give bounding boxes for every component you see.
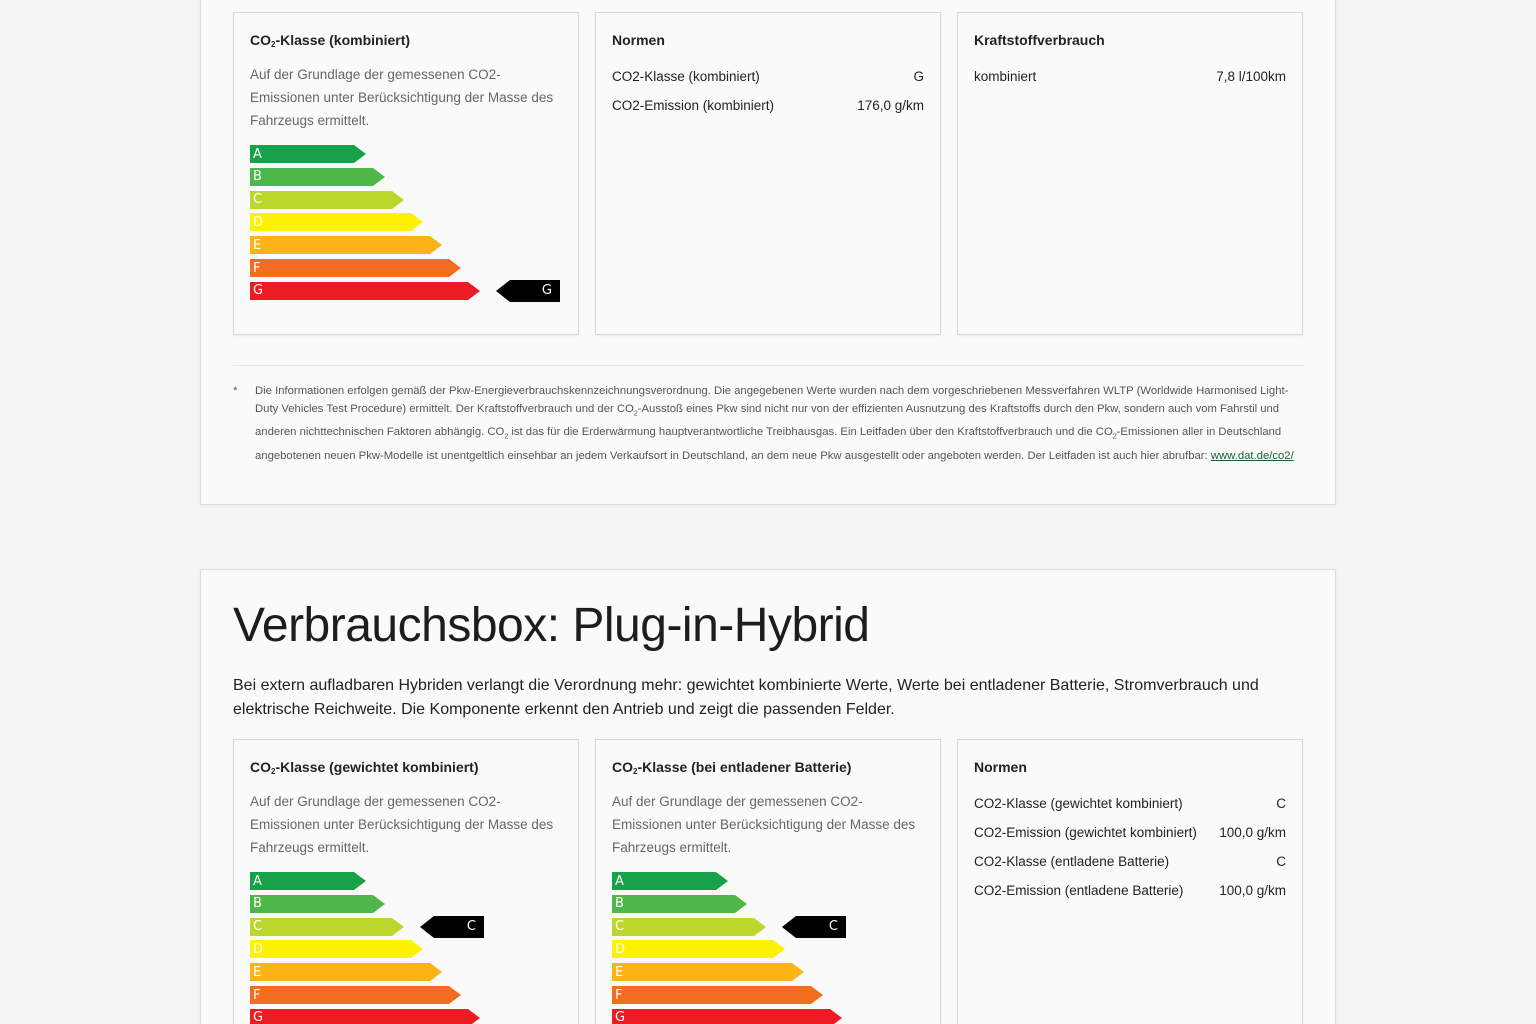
row-label: CO2-Klasse (kombiniert) bbox=[612, 69, 760, 84]
efficiency-class-label: C bbox=[250, 918, 392, 936]
co2-efficiency-scale bbox=[250, 872, 570, 1024]
consumption-box-section bbox=[200, 0, 1336, 505]
co2-class-discharged-card bbox=[595, 739, 941, 1024]
row-value: C bbox=[1276, 854, 1286, 869]
efficiency-class-bar-d bbox=[250, 213, 423, 231]
efficiency-class-bar-a bbox=[612, 872, 728, 890]
efficiency-class-label: F bbox=[250, 986, 449, 1004]
row-value: 100,0 g/km bbox=[1219, 825, 1286, 840]
efficiency-class-bar-a bbox=[250, 145, 366, 163]
card-description: Auf der Grundlage der gemessenen CO2-Emissionen unter Berücksichtigung der Masse des Fahrzeugs ermittelt. bbox=[612, 794, 916, 855]
efficiency-class-bar-d bbox=[612, 940, 785, 958]
row-value: 176,0 g/km bbox=[857, 98, 924, 113]
card-title: $CO_2$-Klasse (bei entladener Batterie) bbox=[612, 759, 852, 776]
efficiency-class-bar-g bbox=[250, 282, 480, 300]
card-description: Auf der Grundlage der gemessenen CO2-Emissionen unter Berücksichtigung der Masse des Fahrzeugs ermittelt. bbox=[250, 794, 554, 855]
efficiency-class-bar-f bbox=[612, 986, 823, 1004]
efficiency-class-bar-g bbox=[612, 1009, 842, 1024]
row-value: G bbox=[913, 69, 924, 84]
active-class-marker: C bbox=[782, 916, 846, 938]
section-lead: Bei extern aufladbaren Hybriden verlangt die Verordnung mehr: gewichtet kombinierte Werte, Werte bei entladener Batterie, Stromverbrauch und elektrische Reichweite. Die Komponente erkennt den Antrieb und zeigt die passenden Felder. bbox=[233, 677, 1259, 718]
card-title: Kraftstoffverbrauch bbox=[974, 32, 1105, 48]
efficiency-class-label: F bbox=[250, 259, 449, 277]
efficiency-class-label: G bbox=[612, 1009, 830, 1024]
row-value: 100,0 g/km bbox=[1219, 883, 1286, 898]
row-label: kombiniert bbox=[974, 69, 1037, 84]
row-value: 7,8 l/100km bbox=[1216, 69, 1286, 84]
standards-card bbox=[595, 12, 941, 335]
card-title: $CO_2$-Klasse (gewichtet kombiniert) bbox=[250, 759, 479, 776]
card-title: $CO_2$-Klasse (kombiniert) bbox=[250, 32, 411, 49]
efficiency-class-bar-f bbox=[250, 986, 461, 1004]
divider bbox=[233, 365, 1305, 366]
co2-class-card bbox=[233, 12, 579, 335]
efficiency-class-bar-a bbox=[250, 872, 366, 890]
row-label: CO2-Klasse (gewichtet kombiniert) bbox=[974, 796, 1183, 811]
efficiency-class-bar-c bbox=[250, 191, 404, 209]
efficiency-class-label: E bbox=[250, 963, 430, 981]
efficiency-class-label: A bbox=[250, 145, 354, 163]
efficiency-class-label: G bbox=[250, 1009, 468, 1024]
footnote-text: Die Informationen erfolgen gemäß der Pkw-Energieverbrauchskennzeichnungsverordnung. Die angegebenen Werte wurden nach dem vorgeschriebenen Messverfahren WLTP (Worldwide Harmonised Light-Duty Vehicles Test Procedure) ermittelt. Der Kraftstoffverbrauch und der $CO_2$-Ausstoß eines Pkw sind nicht nur von der effizienten Ausnutzung des Kraftstoffs durch den Pkw, sondern auch vom Fahrstil und anderen nichttechnischen Faktoren abhängig. $CO_2$ ist das für die Erderwärmung hauptverantwortliche Treibhausgas. Ein Leitfaden über den Kraftstoffverbrauch und die $CO_2$-Emissionen aller in Deutschland angebotenen neuen Pkw-Modelle ist unentgeltlich einsehbar an jedem Verkaufsort in Deutschland, an dem neue Pkw ausgestellt oder angeboten werden. Der Leitfaden ist auch hier abrufbar: www.dat.de/co2/ bbox=[255, 385, 1294, 462]
active-class-marker: C bbox=[420, 916, 484, 938]
standards-row bbox=[612, 98, 924, 113]
efficiency-class-bar-b bbox=[612, 895, 747, 913]
standards-card bbox=[957, 739, 1303, 1024]
efficiency-class-label: F bbox=[612, 986, 811, 1004]
guide-link[interactable]: www.dat.de/co2/ bbox=[1210, 449, 1294, 462]
fuel-row bbox=[974, 69, 1286, 84]
efficiency-class-label: B bbox=[250, 895, 373, 913]
row-label: CO2-Emission (entladene Batterie) bbox=[974, 883, 1184, 898]
card-title: Normen bbox=[974, 759, 1027, 775]
efficiency-class-label: E bbox=[250, 236, 430, 254]
card-description: Auf der Grundlage der gemessenen CO2-Emissionen unter Berücksichtigung der Masse des Fahrzeugs ermittelt. bbox=[250, 67, 554, 128]
efficiency-class-bar-b bbox=[250, 168, 385, 186]
row-value: C bbox=[1276, 796, 1286, 811]
efficiency-class-label: C bbox=[250, 191, 392, 209]
efficiency-class-bar-e bbox=[250, 236, 442, 254]
co2-efficiency-scale bbox=[612, 872, 932, 1024]
efficiency-class-bar-e bbox=[612, 963, 804, 981]
standards-row bbox=[974, 854, 1286, 869]
efficiency-class-bar-f bbox=[250, 259, 461, 277]
fuel-consumption-card bbox=[957, 12, 1303, 335]
standards-row bbox=[974, 883, 1286, 898]
section-heading: Verbrauchsbox: Plug-in-Hybrid bbox=[233, 599, 870, 652]
efficiency-class-bar-c bbox=[612, 918, 766, 936]
efficiency-class-label: D bbox=[250, 940, 411, 958]
efficiency-class-label: B bbox=[250, 168, 373, 186]
efficiency-class-bar-c bbox=[250, 918, 404, 936]
efficiency-class-bar-d bbox=[250, 940, 423, 958]
standards-row bbox=[974, 825, 1286, 840]
efficiency-class-label: C bbox=[612, 918, 754, 936]
active-class-marker: G bbox=[496, 280, 560, 302]
row-label: CO2-Emission (kombiniert) bbox=[612, 98, 775, 113]
row-label: CO2-Klasse (entladene Batterie) bbox=[974, 854, 1170, 869]
plugin-hybrid-section bbox=[200, 569, 1336, 1024]
efficiency-class-bar-g bbox=[250, 1009, 480, 1024]
efficiency-class-label: E bbox=[612, 963, 792, 981]
efficiency-class-label: A bbox=[612, 872, 716, 890]
standards-row bbox=[612, 69, 924, 84]
footnote-marker: * bbox=[233, 385, 238, 397]
efficiency-class-bar-b bbox=[250, 895, 385, 913]
efficiency-class-label: D bbox=[612, 940, 773, 958]
efficiency-class-label: A bbox=[250, 872, 354, 890]
efficiency-class-label: B bbox=[612, 895, 735, 913]
efficiency-class-bar-e bbox=[250, 963, 442, 981]
co2-efficiency-scale bbox=[250, 145, 570, 305]
standards-row bbox=[974, 796, 1286, 811]
card-title: Normen bbox=[612, 32, 665, 48]
co2-class-weighted-card bbox=[233, 739, 579, 1024]
efficiency-class-label: G bbox=[250, 282, 468, 300]
row-label: CO2-Emission (gewichtet kombiniert) bbox=[974, 825, 1197, 840]
efficiency-class-label: D bbox=[250, 213, 411, 231]
footnote bbox=[233, 382, 1303, 472]
